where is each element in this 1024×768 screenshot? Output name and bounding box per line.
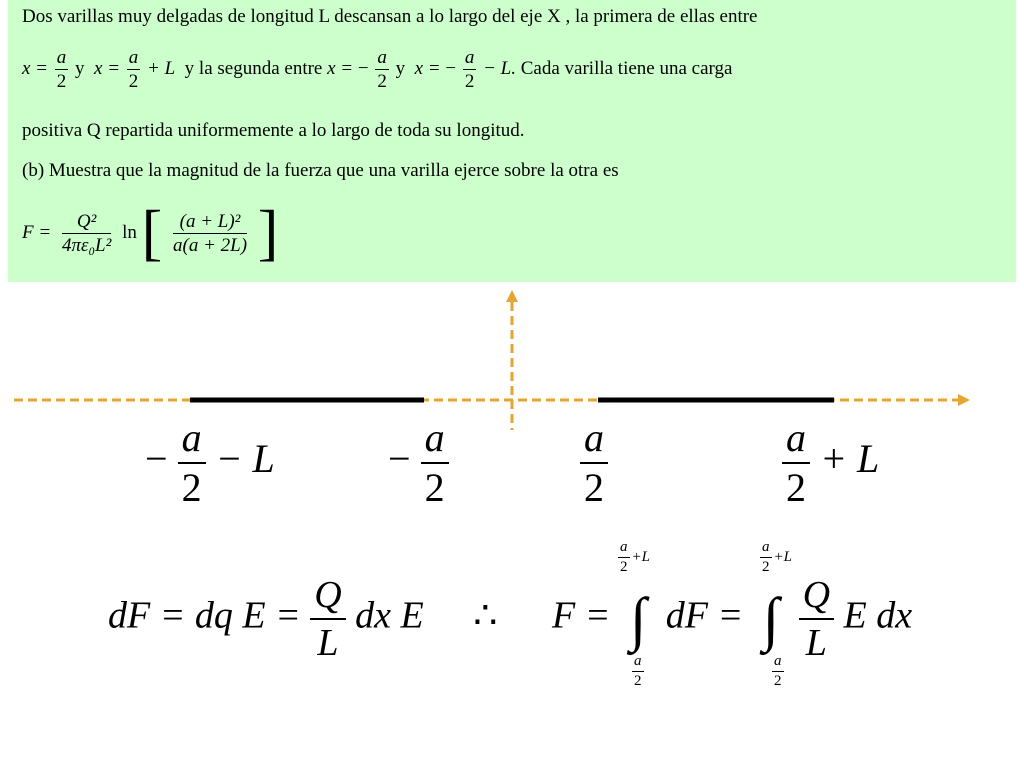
label-neg-a2: − $\frac{a}{2}$ (388, 418, 449, 508)
y-conj-1: y (75, 57, 85, 79)
problem-line-1: Dos varillas muy delgadas de longitud L descansan a lo largo del eje X , la primera de ellas entre (22, 6, 758, 27)
x-eq-3: x = (327, 57, 354, 79)
eq1-lhs: dF = dq E = (108, 594, 301, 637)
minus-1: − (357, 57, 369, 79)
plus-L: + L (147, 57, 176, 79)
equation-F-integral (552, 576, 912, 662)
formula-prefactor: $\frac{\text{Q²}}{\text{4πε₀L²}}$ (61, 211, 112, 256)
integral2-upper-limit: $\frac{a}{2}$ +L (762, 539, 792, 575)
frac-a-over-2-2: $\frac{a}{2}$ (128, 47, 139, 92)
minus-2: − (445, 57, 457, 79)
label-a2-plus-L: $\frac{a}{2}$ + L (782, 418, 879, 508)
eq2-F-eq: F = (552, 594, 611, 637)
x-eq-1: x = (22, 57, 49, 79)
integral1-upper-limit: $\frac{a}{2}$ +L (620, 539, 650, 575)
integral1-lower-limit: $\frac{a}{2}$ (634, 653, 642, 689)
frac-a-over-2-3: $\frac{a}{2}$ (377, 47, 387, 92)
eq2-rhs: E dx (843, 594, 913, 637)
therefore-symbol: ∴ (473, 594, 498, 637)
right-bracket: ] (257, 199, 279, 267)
end-text: Cada varilla tiene una carga (520, 57, 733, 79)
formula-F-eq: F = (22, 221, 52, 243)
left-bracket: [ (141, 199, 163, 267)
eq2-Q-over-L: $\frac{Q}{L}$ (799, 576, 834, 662)
problem-line-3: positiva Q repartida uniformemente a lo largo de toda su longitud. (22, 120, 525, 141)
minus-L: − L. (483, 57, 516, 79)
y-axis-arrowhead (506, 290, 518, 302)
integral-sign-1: ∫ (629, 585, 647, 652)
mid-text: y la segunda entre (184, 57, 323, 79)
y-conj-2: y (395, 57, 406, 79)
problem-line-4: (b) Muestra que la magnitud de la fuerza que una varilla ejerce sobre la otra es (22, 160, 619, 181)
integral-sign-2: ∫ (762, 585, 780, 652)
frac-a-over-2-1: $\frac{a}{2}$ (56, 47, 67, 92)
frac-a-over-2-4: $\frac{a}{2}$ (464, 47, 475, 92)
eq1-rhs: dx E (355, 594, 424, 637)
eq1-Q-over-L: $\frac{Q}{L}$ (310, 576, 345, 662)
integral2-lower-limit: $\frac{a}{2}$ (774, 653, 782, 689)
label-a2: $\frac{a}{2}$ (580, 418, 608, 508)
eq2-dF-eq: dF = (665, 594, 744, 637)
equation-dF (108, 576, 497, 662)
formula-ln: ln (122, 221, 137, 243)
x-eq-4: x = (414, 57, 441, 79)
formula-log-argument: $\frac{\text{(a + L)²}}{a(a + 2L)}$ (173, 211, 248, 256)
x-eq-2: x = (94, 57, 121, 79)
label-neg-a2-minus-L: − $\frac{a}{2}$ − L (145, 415, 275, 510)
x-axis-arrowhead (958, 394, 970, 406)
